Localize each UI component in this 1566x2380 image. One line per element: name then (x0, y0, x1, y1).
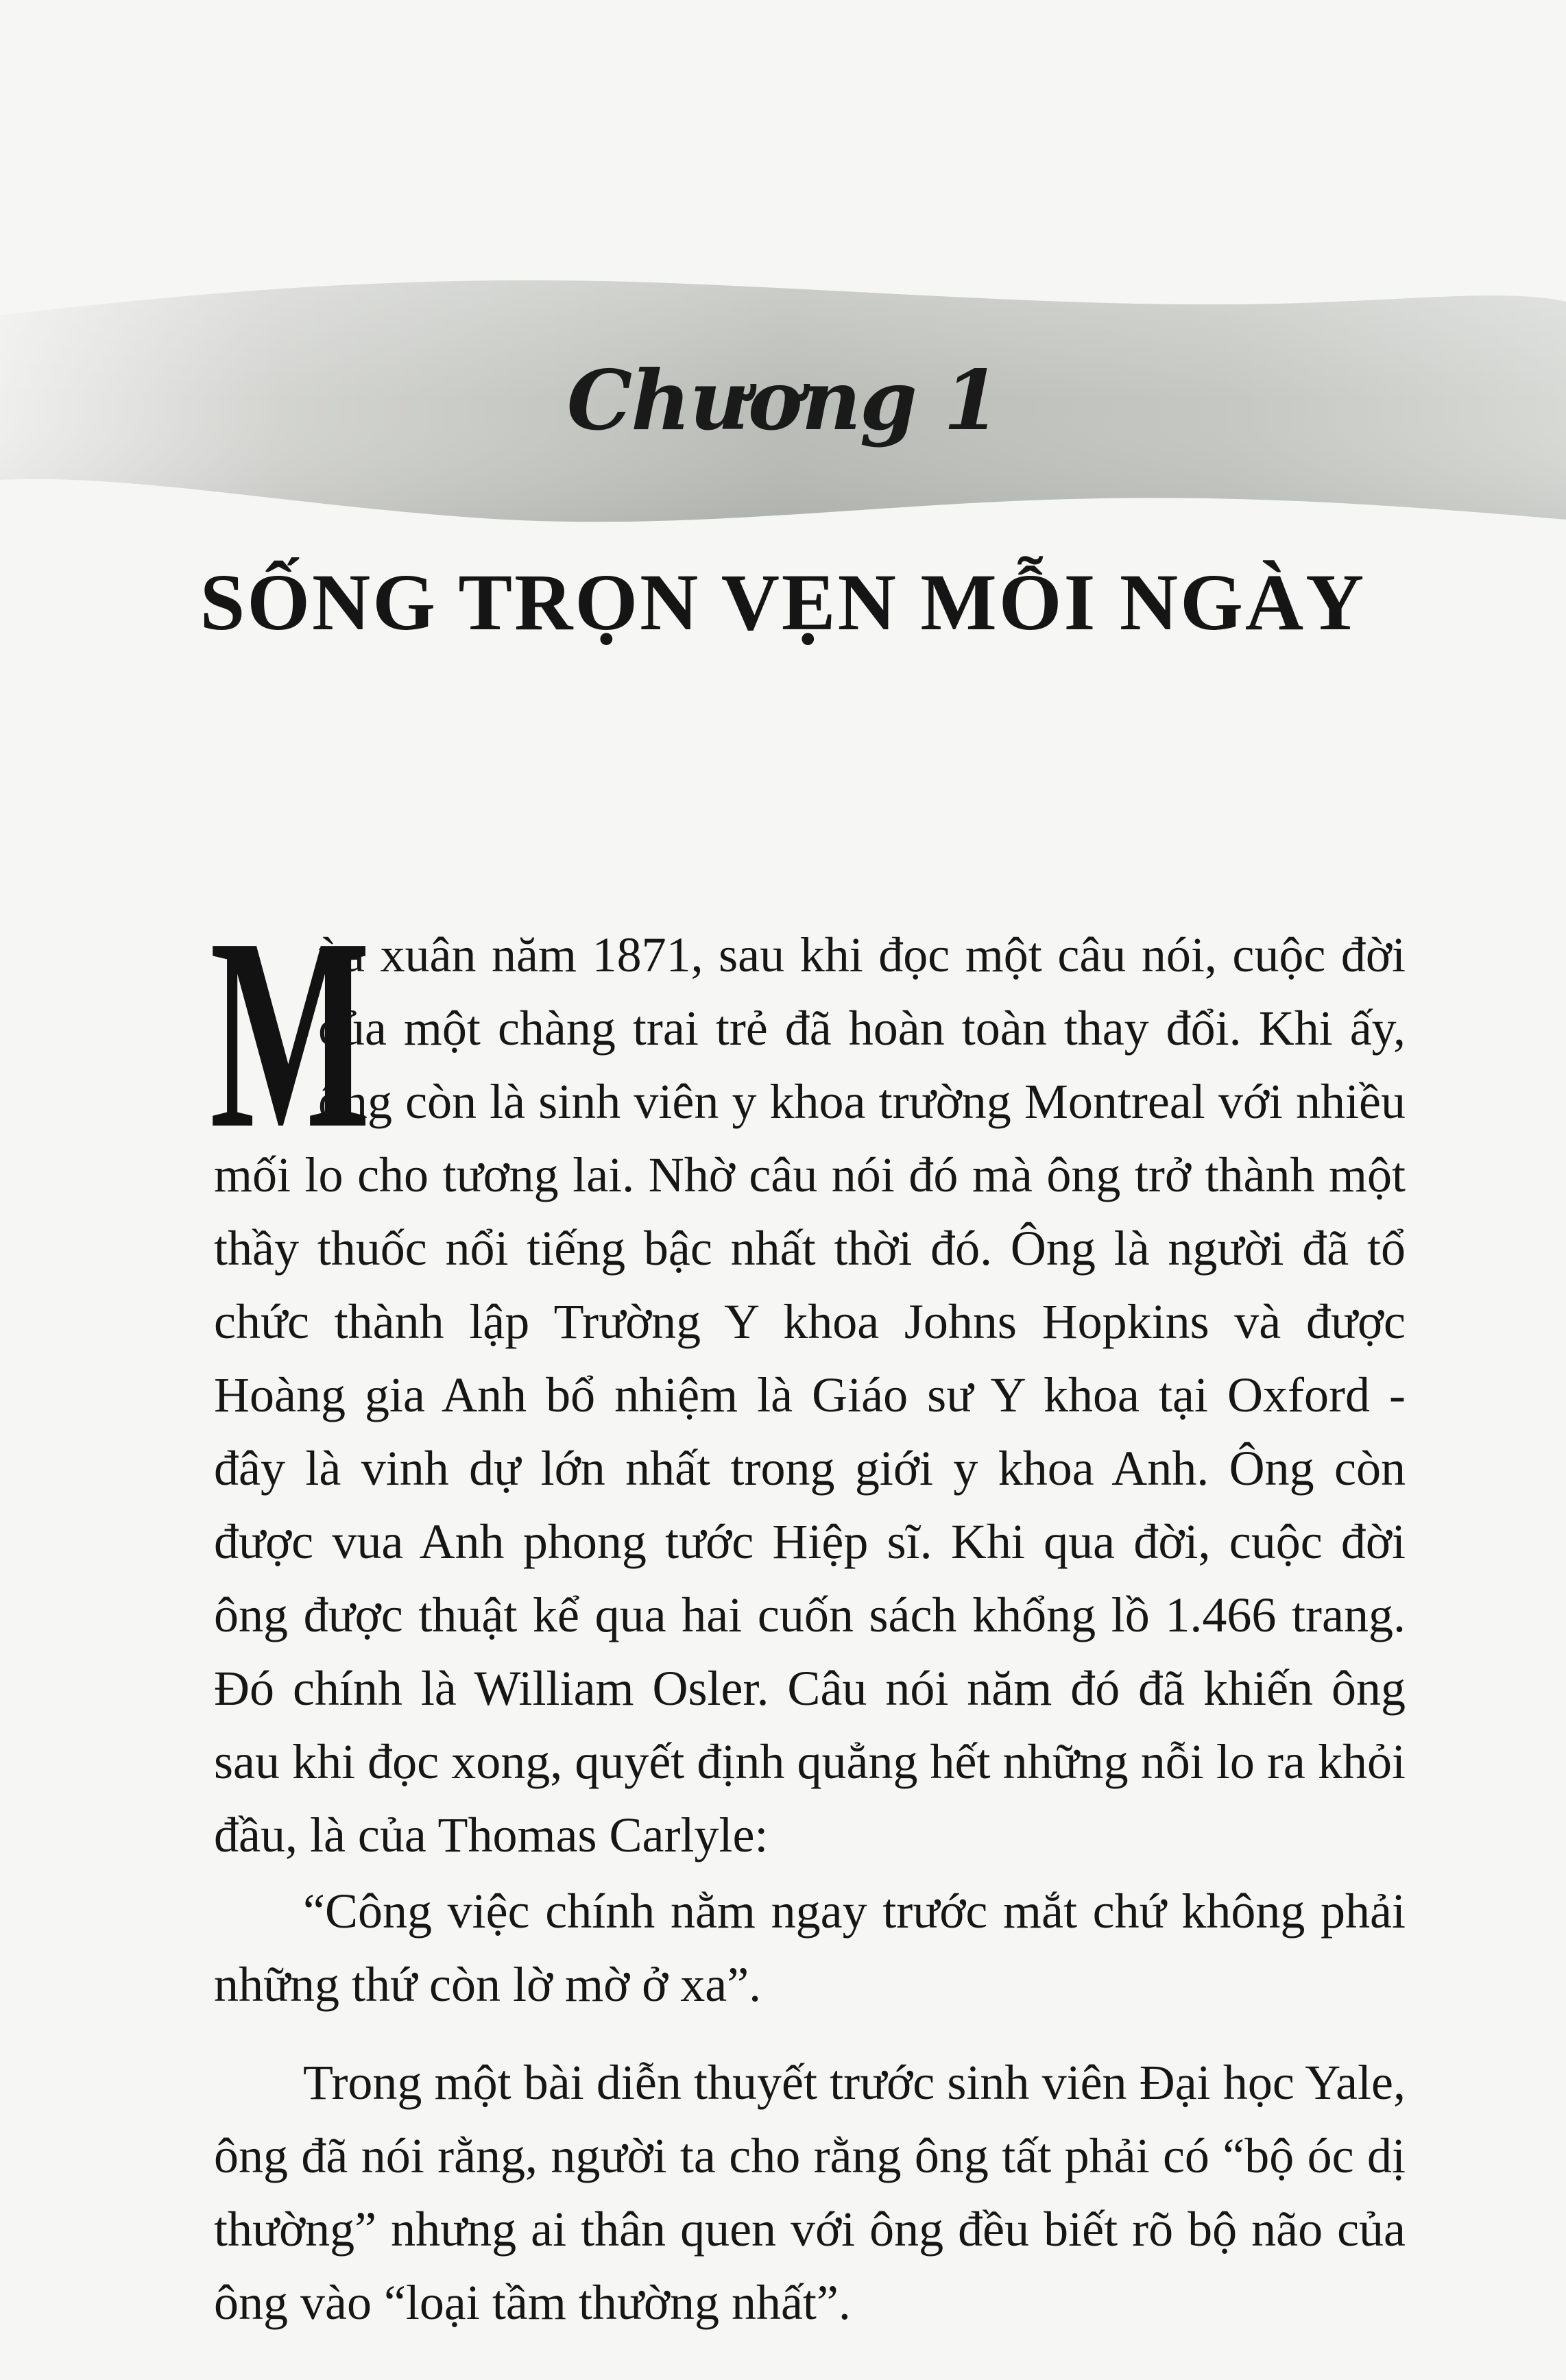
quote: “Công việc chính nằm ngay trước mắt chứ không phải những thứ còn lờ mờ ở xa”. (214, 1884, 1406, 2012)
paragraph-1 (210, 882, 1406, 1872)
drop-cap: M (210, 882, 371, 1185)
paragraph-2: Trong một bài diễn thuyết trước sinh viên Đại học Yale, ông đã nói rằng, người ta cho rằng ông tất phải có “bộ óc dị thường” nhưng ai thân quen với ông đều biết rõ bộ não của ông vào “loại tầm thường nhất”. (214, 2055, 1406, 2330)
chapter-title: SỐNG TRỌN VẸN MỖI NGÀY (200, 557, 1366, 647)
chapter-body (210, 882, 1406, 2340)
chapter-label: Chương 1 (566, 352, 1000, 449)
paragraph-1-text: ùa xuân năm 1871, sau khi đọc một câu nói, cuộc đời của một chàng trai trẻ đã hoàn toàn thay đổi. Khi ấy, ông còn là sinh viên y khoa trường Montreal với nhiều mối lo cho tương lai. Nhờ câu nói đó mà ông trở thành một thầy thuốc nổi tiếng bậc nhất thời đó. Ông là người đã tổ chức thành lập Trường Y khoa Johns Hopkins và được Hoàng gia Anh bổ nhiệm là Giáo sư Y khoa tại Oxford - đây là vinh dự lớn nhất trong giới y khoa Anh. Ông còn được vua Anh phong tước Hiệp sĩ. Khi qua đời, cuộc đời ông được thuật kể qua hai cuốn sách khổng lồ 1.466 trang. Đó chính là William Osler. Câu nói năm đó đã khiến ông sau khi đọc xong, quyết định quẳng hết những nỗi lo ra khỏi đầu, là của Thomas Carlyle: (214, 927, 1406, 1862)
